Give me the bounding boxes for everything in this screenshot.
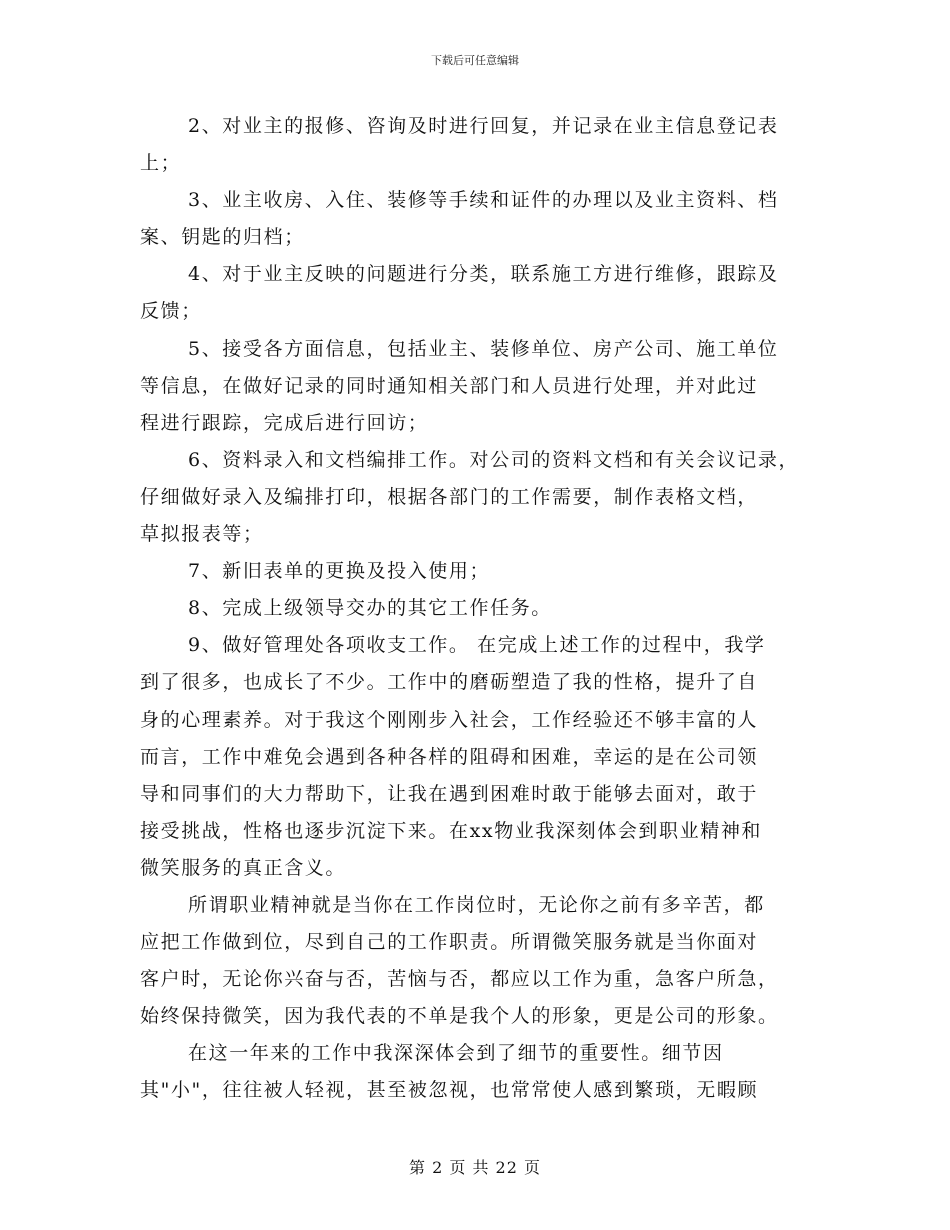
- text-line: 草拟报表等；: [140, 523, 264, 546]
- text-line: 其"小"，往往被人轻视，甚至被忽视，也常常使人感到繁琐，无暇顾: [140, 1079, 759, 1102]
- text-line: 上；: [140, 152, 182, 175]
- text-line: 到了很多，也成长了不少。工作中的磨砺塑造了我的性格，提升了自: [140, 671, 759, 694]
- body-text: [140, 108, 820, 1110]
- text-line: 导和同事们的大力帮助下，让我在遇到困难时敢于能够去面对，敢于: [140, 782, 759, 805]
- page-footer: 第 2 页 共 22 页: [409, 1158, 541, 1177]
- text-line: 反馈；: [140, 300, 202, 323]
- text-line: 微笑服务的真正含义。: [140, 856, 347, 879]
- text-line: 3、业主收房、入住、装修等手续和证件的办理以及业主资料、档: [188, 189, 779, 212]
- text-line: 5、接受各方面信息，包括业主、装修单位、房产公司、施工单位: [188, 337, 779, 360]
- text-line: 身的心理素养。对于我这个刚刚步入社会，工作经验还不够丰富的人: [140, 708, 759, 731]
- text-line: 接受挑战，性格也逐步沉淀下来。在xx物业我深刻体会到职业精神和: [140, 819, 763, 842]
- text-line: 9、做好管理处各项收支工作。 在完成上述工作的过程中，我学: [188, 634, 766, 657]
- text-line: 客户时，无论你兴奋与否，苦恼与否，都应以工作为重，急客户所急，: [140, 968, 779, 991]
- text-line: 7、新旧表单的更换及投入使用；: [188, 560, 491, 583]
- text-line: 应把工作做到位，尽到自己的工作职责。所谓微笑服务就是当你面对: [140, 931, 759, 954]
- text-line: 始终保持微笑，因为我代表的不单是我个人的形象，更是公司的形象。: [140, 1005, 779, 1028]
- text-line: 仔细做好录入及编排打印，根据各部门的工作需要，制作表格文档，: [140, 485, 759, 508]
- text-line: 6、资料录入和文档编排工作。对公司的资料文档和有关会议记录，: [188, 448, 800, 471]
- text-line: 案、钥匙的归档；: [140, 226, 305, 249]
- text-line: 程进行跟踪，完成后进行回访；: [140, 411, 429, 434]
- text-line: 所谓职业精神就是当你在工作岗位时，无论你之前有多辛苦，都: [188, 893, 765, 916]
- text-line: 等信息，在做好记录的同时通知相关部门和人员进行处理，并对此过: [140, 374, 759, 397]
- text-line: 在这一年来的工作中我深深体会到了细节的重要性。细节因: [188, 1042, 724, 1065]
- text-line: 2、对业主的报修、咨询及时进行回复，并记录在业主信息登记表: [188, 115, 779, 137]
- text-line: 8、完成上级领导交办的其它工作任务。: [188, 597, 552, 620]
- page-header: 下载后可任意编辑: [431, 54, 519, 67]
- text-line: 4、对于业主反映的问题进行分类，联系施工方进行维修，跟踪及: [188, 263, 779, 286]
- text-line: 而言，工作中难免会遇到各种各样的阻碍和困难，幸运的是在公司领: [140, 745, 759, 768]
